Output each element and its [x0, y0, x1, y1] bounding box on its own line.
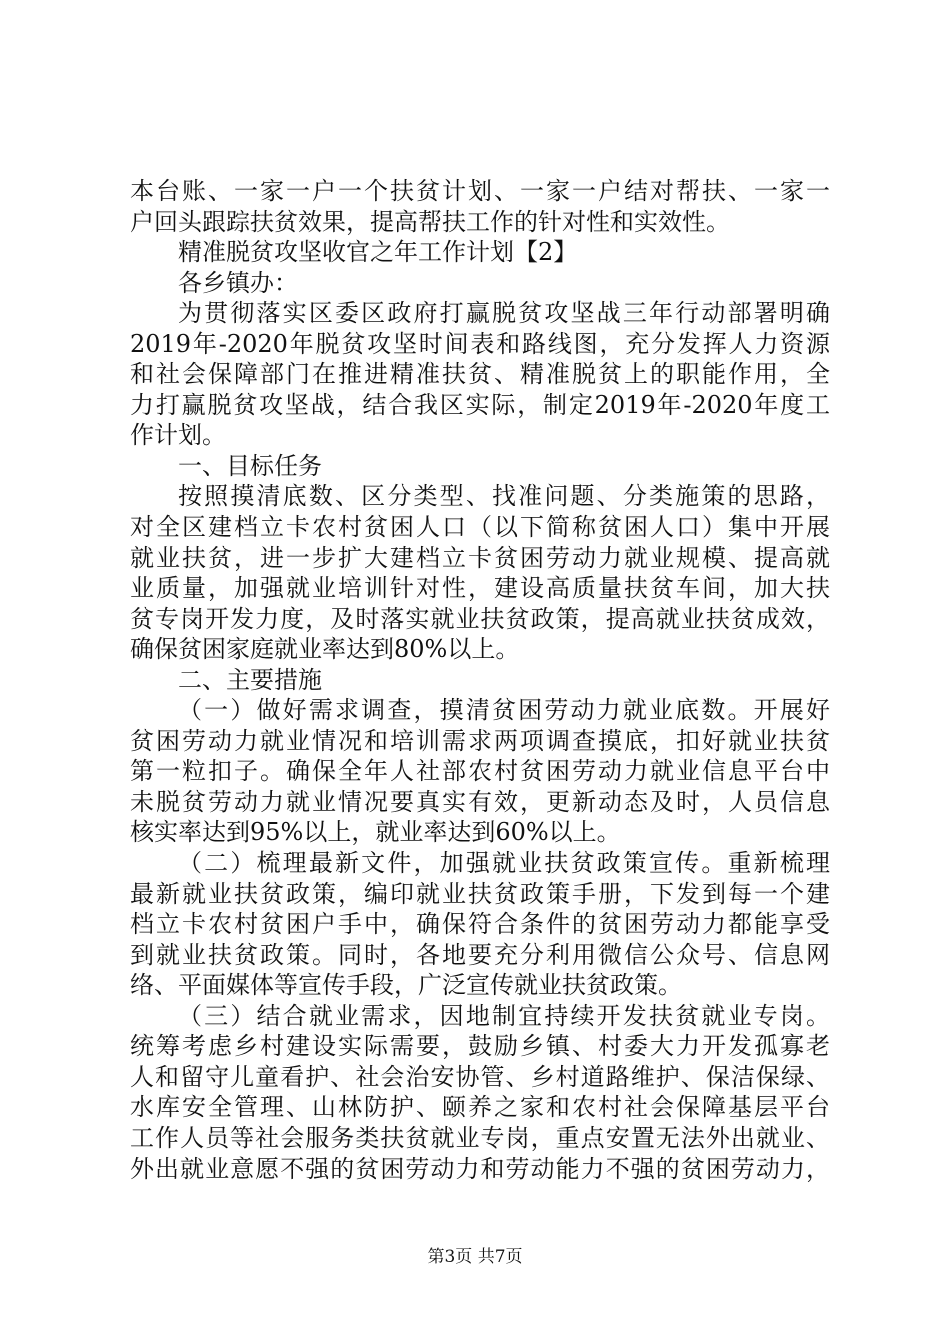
- document-body: [130, 176, 830, 1184]
- text-line: 和社会保障部门在推进精准扶贫、精准脱贫上的职能作用，全: [130, 360, 830, 389]
- text-line: 2019年-2020年脱贫攻坚时间表和路线图，充分发挥人力资源: [130, 329, 830, 358]
- text-line: 档立卡农村贫困户手中，确保符合条件的贫困劳动力都能享受: [130, 910, 830, 939]
- text-line: 业质量，加强就业培训针对性，建设高质量扶贫车间，加大扶: [130, 574, 830, 603]
- text-line: 贫专岗开发力度，及时落实就业扶贫政策，提高就业扶贫成效，: [130, 604, 830, 633]
- text-line: 本台账、一家一户一个扶贫计划、一家一户结对帮扶、一家一: [130, 177, 830, 205]
- text-line: 一、目标任务: [178, 451, 322, 480]
- page-footer: 第3页 共7页: [427, 1247, 523, 1267]
- text-line: 核实率达到95%以上，就业率达到60%以上。: [130, 818, 621, 847]
- text-line: 最新就业扶贫政策，编印就业扶贫政策手册，下发到每一个建: [130, 879, 830, 908]
- text-line: 户回头跟踪扶贫效果，提高帮扶工作的针对性和实效性。: [130, 207, 730, 236]
- text-line: 精准脱贫攻坚收官之年工作计划【2】: [178, 238, 578, 267]
- text-line: 第一粒扣子。确保全年人社部农村贫困劳动力就业信息平台中: [130, 757, 830, 786]
- text-line: 按照摸清底数、区分类型、找准问题、分类施策的思路，: [178, 482, 830, 511]
- text-line: 各乡镇办：: [178, 268, 298, 297]
- text-line: 工作人员等社会服务类扶贫就业专岗，重点安置无法外出就业、: [130, 1123, 830, 1152]
- text-line: 确保贫困家庭就业率达到80%以上。: [130, 635, 520, 664]
- text-line: 力打赢脱贫攻坚战，结合我区实际，制定2019年-2020年度工: [130, 390, 830, 419]
- text-line: 为贯彻落实区委区政府打赢脱贫攻坚战三年行动部署明确: [178, 299, 830, 328]
- text-line: 络、平面媒体等宣传手段，广泛宣传就业扶贫政策。: [130, 971, 682, 1000]
- text-line: 对全区建档立卡农村贫困人口（以下简称贫困人口）集中开展: [130, 513, 830, 542]
- text-line: 水库安全管理、山林防护、颐养之家和农村社会保障基层平台: [130, 1093, 830, 1122]
- text-line: （三）结合就业需求，因地制宜持续开发扶贫就业专岗。: [178, 1001, 830, 1030]
- text-line: 统筹考虑乡村建设实际需要，鼓励乡镇、村委大力开发孤寡老: [130, 1032, 830, 1061]
- text-line: 未脱贫劳动力就业情况要真实有效，更新动态及时，人员信息: [130, 787, 830, 816]
- text-line: （一）做好需求调查，摸清贫困劳动力就业底数。开展好: [178, 696, 830, 725]
- text-line: 贫困劳动力就业情况和培训需求两项调查摸底，扣好就业扶贫: [130, 726, 830, 755]
- text-line: （二）梳理最新文件，加强就业扶贫政策宣传。重新梳理: [178, 849, 830, 878]
- text-line: 二、主要措施: [178, 665, 322, 694]
- text-line: 到就业扶贫政策。同时，各地要充分利用微信公众号、信息网: [130, 940, 830, 969]
- text-line: 作计划。: [130, 421, 226, 450]
- text-line: 外出就业意愿不强的贫困劳动力和劳动能力不强的贫困劳动力，: [130, 1154, 830, 1183]
- text-line: 就业扶贫，进一步扩大建档立卡贫困劳动力就业规模、提高就: [130, 543, 830, 572]
- text-line: 人和留守儿童看护、社会治安协管、乡村道路维护、保洁保绿、: [130, 1062, 830, 1091]
